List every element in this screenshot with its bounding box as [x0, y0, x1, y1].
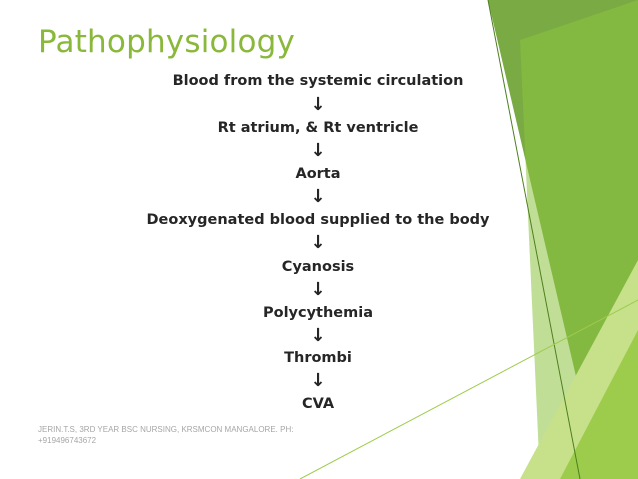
down-arrow-icon: ↓ [310, 279, 326, 300]
flow-step: Thrombi [284, 350, 352, 366]
down-arrow-icon: ↓ [310, 325, 326, 346]
flow-step: Rt atrium, & Rt ventricle [217, 120, 419, 136]
flow-step: Cyanosis [281, 259, 355, 275]
down-arrow-icon: ↓ [310, 232, 326, 253]
flow-step: Deoxygenated blood supplied to the body [146, 212, 490, 228]
down-arrow-icon: ↓ [310, 140, 326, 161]
slide-title: Pathophysiology [38, 24, 296, 60]
down-arrow-icon: ↓ [310, 94, 326, 115]
flow-step: Aorta [295, 166, 341, 182]
down-arrow-icon: ↓ [310, 370, 326, 391]
down-arrow-icon: ↓ [310, 186, 326, 207]
flow-step: Blood from the systemic circulation [172, 73, 464, 89]
flow-step: CVA [301, 396, 335, 412]
slide-footer: JERIN.T.S, 3RD YEAR BSC NURSING, KRSMCON MANGALORE. PH: +919496743672 [38, 425, 294, 445]
flow-step: Polycythemia [262, 305, 374, 321]
